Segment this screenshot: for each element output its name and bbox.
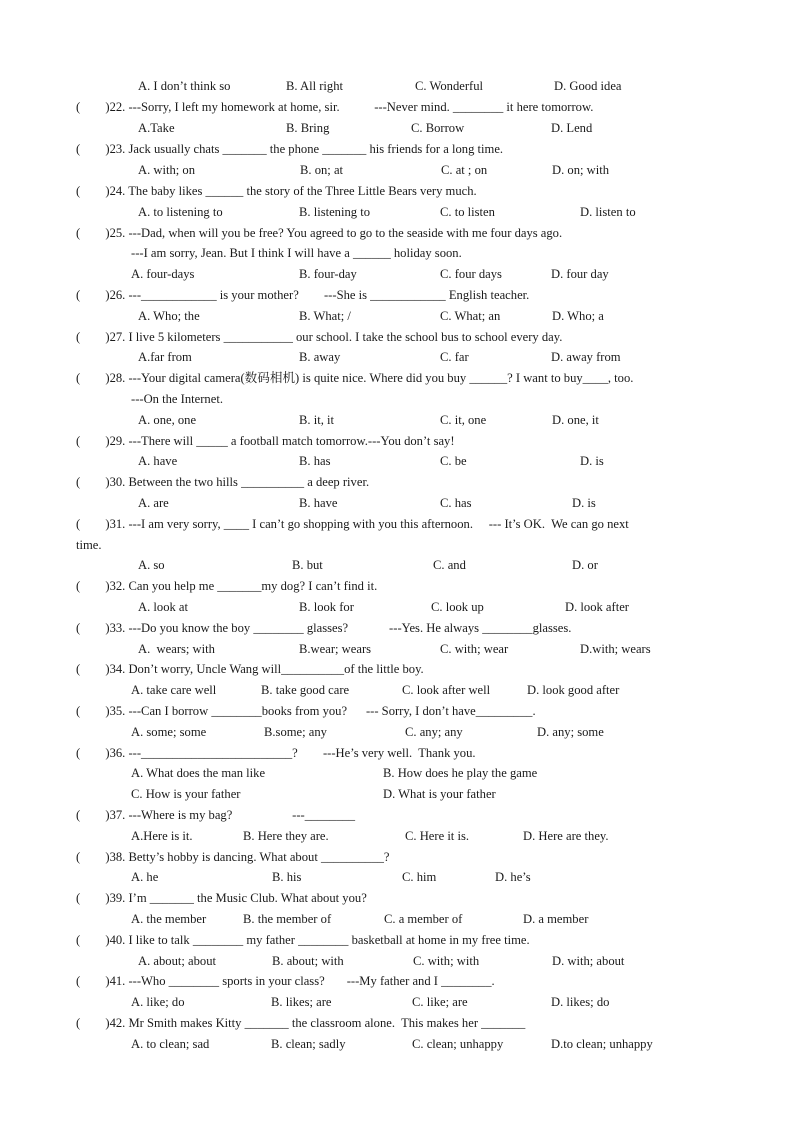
question-text: ( )37. ---Where is my bag? ---________ (76, 808, 356, 822)
answer-option: D. look good after (527, 683, 620, 697)
answer-option: C. Borrow (411, 121, 465, 135)
question-text: ( )35. ---Can I borrow ________books from you? --- Sorry, I don’t have_________. (76, 704, 536, 718)
answer-option: B. the member of (243, 912, 332, 926)
question-text: ( )30. Between the two hills __________ a deep river. (76, 475, 370, 489)
answer-option: A. the member (131, 912, 207, 926)
answer-option: A. I don’t think so (138, 79, 231, 93)
answer-option: A. four-days (131, 267, 195, 281)
question-text: ( )32. Can you help me _______my dog? I can’t find it. (76, 579, 378, 593)
answer-option: B. clean; sadly (271, 1037, 346, 1051)
answer-option: D. likes; do (551, 995, 610, 1009)
question-text: ( )25. ---Dad, when will you be free? You agreed to go to the seaside with me four days ago. (76, 226, 563, 240)
answer-option: A. one, one (138, 413, 197, 427)
question-text: ( )36. ---________________________? ---He’s very well. Thank you. (76, 746, 476, 760)
answer-option: A. so (138, 558, 165, 572)
answer-option: B. All right (286, 79, 344, 93)
answer-option: D. What is your father (383, 787, 496, 801)
answer-option: C. at ; on (441, 163, 488, 177)
answer-option: B. likes; are (271, 995, 332, 1009)
answer-option: A. to clean; sad (131, 1037, 210, 1051)
answer-option: A. look at (138, 600, 189, 614)
question-text: ( )23. Jack usually chats _______ the phone _______ his friends for a long time. (76, 142, 504, 156)
answer-option: B. take good care (261, 683, 350, 697)
answer-option: D. or (572, 558, 598, 572)
question-text: ( )42. Mr Smith makes Kitty _______ the classroom alone. This makes her _______ (76, 1016, 526, 1030)
answer-option: A. are (138, 496, 169, 510)
answer-option: A. some; some (131, 725, 207, 739)
answer-option: C. clean; unhappy (412, 1037, 504, 1051)
answer-option: C. to listen (440, 205, 495, 219)
answer-option: D. four day (551, 267, 609, 281)
answer-option: D. is (580, 454, 604, 468)
answer-option: A. wears; with (138, 642, 215, 656)
question-text: ( )33. ---Do you know the boy ________ glasses? ---Yes. He always ________glasses. (76, 621, 572, 635)
question-text: ( )28. ---Your digital camera(数码相机) is quite nice. Where did you buy ______? I want to buy____, too. (76, 371, 634, 385)
answer-option: A. What does the man like (131, 766, 266, 780)
answer-option: D.with; wears (580, 642, 651, 656)
answer-option: C. far (440, 350, 469, 364)
answer-option: B. Bring (286, 121, 330, 135)
answer-option: A. have (138, 454, 178, 468)
answer-option: B. about; with (272, 954, 344, 968)
answer-option: B. but (292, 558, 323, 572)
question-text: ( )41. ---Who ________ sports in your class? ---My father and I ________. (76, 974, 495, 988)
answer-option: B. have (299, 496, 338, 510)
question-text: ( )40. I like to talk ________ my father ________ basketball at home in my free time. (76, 933, 530, 947)
answer-option: A. take care well (131, 683, 217, 697)
answer-option: B. What; / (299, 309, 351, 323)
question-text: ( )22. ---Sorry, I left my homework at home, sir. ---Never mind. ________ it here tomorrow. (76, 100, 594, 114)
answer-option: A. Who; the (138, 309, 200, 323)
answer-option: C. How is your father (131, 787, 241, 801)
answer-option: A. with; on (138, 163, 196, 177)
answer-option: C. Here it is. (405, 829, 470, 843)
answer-option: C. four days (440, 267, 502, 281)
answer-option: C. has (440, 496, 472, 510)
question-text: time. (76, 538, 102, 552)
answer-option: D. away from (551, 350, 621, 364)
answer-option: C. and (433, 558, 466, 572)
answer-option: D. one, it (552, 413, 599, 427)
answer-option: B. four-day (299, 267, 357, 281)
question-text: ( )26. ---____________ is your mother? ---She is ____________ English teacher. (76, 288, 530, 302)
answer-option: D. with; about (552, 954, 625, 968)
answer-option: D. Here are they. (523, 829, 609, 843)
answer-option: B.wear; wears (299, 642, 372, 656)
answer-option: A. he (131, 870, 159, 884)
answer-option: C. a member of (384, 912, 463, 926)
answer-option: C. Wonderful (415, 79, 484, 93)
answer-option: B. his (272, 870, 302, 884)
answer-option: B. listening to (299, 205, 371, 219)
question-text: ---I am sorry, Jean. But I think I will have a ______ holiday soon. (131, 246, 462, 260)
answer-option: C. What; an (440, 309, 501, 323)
question-text: ( )29. ---There will _____ a football match tomorrow.---You don’t say! (76, 434, 455, 448)
answer-option: C. any; any (405, 725, 463, 739)
answer-option: D. on; with (552, 163, 610, 177)
answer-option: C. look up (431, 600, 484, 614)
answer-option: C. look after well (402, 683, 491, 697)
answer-option: D. he’s (495, 870, 531, 884)
answer-option: B. look for (299, 600, 354, 614)
answer-option: D. Who; a (552, 309, 604, 323)
answer-option: B. Here they are. (243, 829, 329, 843)
answer-option: D. listen to (580, 205, 636, 219)
answer-option: B. on; at (300, 163, 344, 177)
question-text: ( )24. The baby likes ______ the story of the Three Little Bears very much. (76, 184, 477, 198)
answer-option: C. it, one (440, 413, 487, 427)
answer-option: C. him (402, 870, 437, 884)
answer-option: A. like; do (131, 995, 185, 1009)
answer-option: D. Lend (551, 121, 593, 135)
answer-option: D.to clean; unhappy (551, 1037, 653, 1051)
question-text: ( )27. I live 5 kilometers ___________ our school. I take the school bus to school every day. (76, 330, 563, 344)
answer-option: A.Here is it. (131, 829, 193, 843)
answer-option: A.Take (138, 121, 175, 135)
answer-option: B. has (299, 454, 331, 468)
answer-option: D. is (572, 496, 596, 510)
answer-option: C. be (440, 454, 467, 468)
answer-option: A. to listening to (138, 205, 223, 219)
answer-option: B. How does he play the game (383, 766, 538, 780)
answer-option: C. like; are (412, 995, 468, 1009)
answer-option: C. with; with (413, 954, 480, 968)
question-text: ( )39. I’m _______ the Music Club. What about you? (76, 891, 367, 905)
answer-option: B. it, it (299, 413, 334, 427)
question-text: ---On the Internet. (131, 392, 223, 406)
question-text: ( )38. Betty’s hobby is dancing. What about __________? (76, 850, 390, 864)
answer-option: D. look after (565, 600, 629, 614)
answer-option: A.far from (138, 350, 192, 364)
answer-option: B.some; any (264, 725, 327, 739)
question-text: ( )31. ---I am very sorry, ____ I can’t go shopping with you this afternoon. --- It’s OK. We can go next (76, 517, 629, 531)
answer-option: C. with; wear (440, 642, 509, 656)
answer-option: B. away (299, 350, 341, 364)
answer-option: A. about; about (138, 954, 216, 968)
answer-option: D. a member (523, 912, 589, 926)
answer-option: D. Good idea (554, 79, 622, 93)
question-text: ( )34. Don’t worry, Uncle Wang will__________of the little boy. (76, 662, 424, 676)
answer-option: D. any; some (537, 725, 604, 739)
